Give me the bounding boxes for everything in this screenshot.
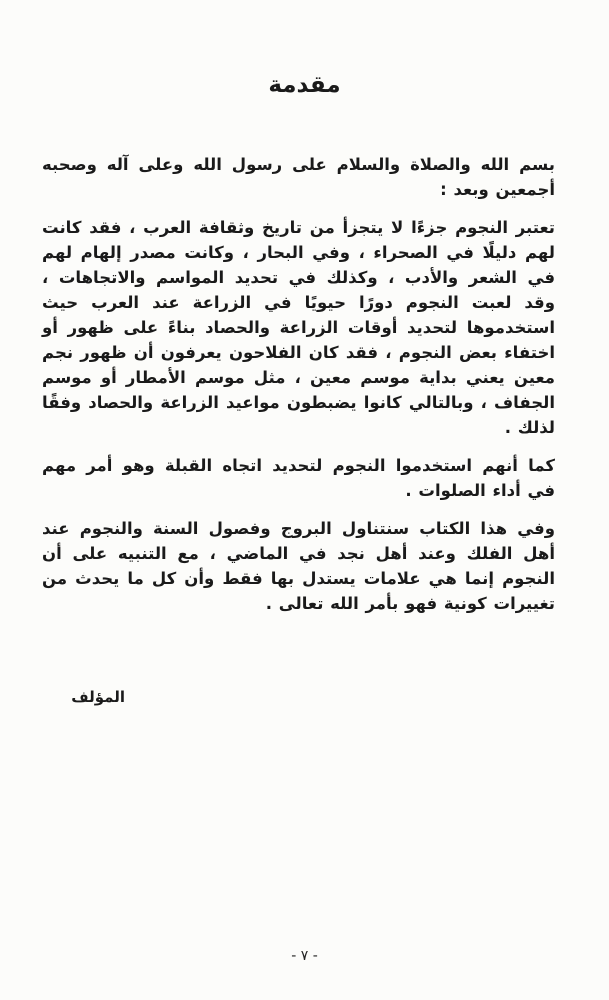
- paragraph-qibla: كما أنهم استخدموا النجوم لتحديد اتجاه القبلة وهو أمر مهم في أداء الصلوات .: [42, 456, 555, 500]
- page-title: مقدمة: [268, 72, 341, 98]
- author-signature: المؤلف: [71, 688, 125, 706]
- paragraph-stars-culture: تعتبر النجوم جزءًا لا يتجزأ من تاريخ وثقافة العرب ، فقد كانت لهم دليلًا في الصحراء ، وفي البحار ، وكانت مصدر إلهام لهم في الشعر والأدب ، وكذلك في تحديد المواسم والاتجاهات ، وقد لعبت النجوم دورًا حيويًا في الزراعة عند العرب حيث استخدموها لتحديد أوقات الزراعة والحصاد بناءً على ظهور أو اختفاء بعض النجوم ، فقد كان الفلاحون يعرفون أن ظهور نجم معين يعني بداية موسم معين ، مثل موسم الأمطار أو موسم الجفاف ، وبالتالي كانوا يضبطون مواعيد الزراعة والحصاد وفقًا لذلك .: [42, 218, 555, 437]
- paragraph-opening: بسم الله والصلاة والسلام على رسول الله وعلى آله وصحبه أجمعين وبعد :: [42, 155, 555, 199]
- page-number: - ٧ -: [291, 948, 318, 964]
- paragraph-book-scope: وفي هذا الكتاب سنتناول البروج وفصول السنة والنجوم عند أهل الفلك وعند أهل نجد في الماضي ، مع التنبيه على أن النجوم إنما هي علامات يستدل بها فقط وأن كل ما يحدث من تغييرات كونية فهو بأمر الله تعالى .: [42, 519, 555, 613]
- introduction-body: [42, 152, 555, 629]
